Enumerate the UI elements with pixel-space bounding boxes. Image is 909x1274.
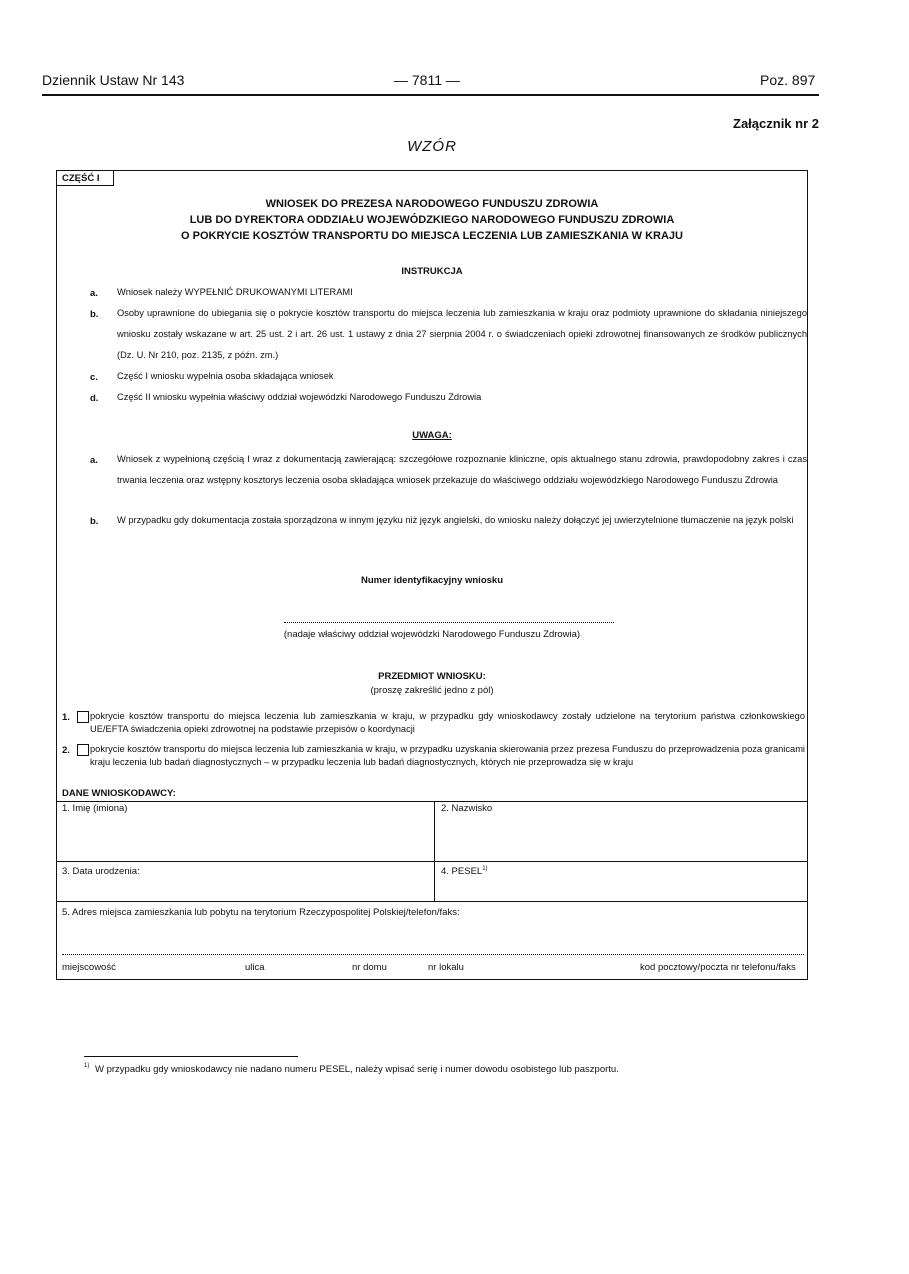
option-2-checkbox[interactable] [77,744,89,756]
row-divider-2 [56,861,808,862]
first-name-field[interactable]: 1. Imię (imiona) [62,803,128,814]
last-name-field[interactable]: 2. Nazwisko [441,803,493,814]
birth-date-field[interactable]: 3. Data urodzenia: [62,866,140,877]
option-1-checkbox[interactable] [77,711,89,723]
id-number-caption: (nadaje właściwy oddział wojewódzki Narodowego Funduszu Zdrowia) [283,629,581,640]
pesel-label: 4. PESEL [441,866,483,878]
instructions-heading: INSTRUKCJA [401,266,463,277]
option-number-2: 2. [62,745,70,756]
applicant-heading: DANE WNIOSKODAWCY: [62,788,176,799]
footnote-text: W przypadku gdy wnioskodawcy nie nadano numeru PESEL, należy wpisać serię i numer dowodu osobistego lub paszportu. [95,1064,619,1075]
footnote-marker: 1) [84,1063,90,1069]
notice-text-a: Wniosek z wypełnioną częścią I wraz z dokumentacją zawierającą: szczegółowe rozpoznanie kliniczne, opis aktualnego stanu zdrowia, prawdopodobny zakres i czas trwania leczenia oraz wstępny kosztorys leczenia osoba składająca wniosek przekazuje do właściwego oddziału wojewódzkiego Narodowego Funduszu Zdrowia [117,454,807,485]
instruction-marker-c: c. [90,372,98,383]
journal-name: Dziennik Ustaw Nr 143 [42,72,185,88]
form-title-line-2: LUB DO DYREKTORA ODDZIAŁU WOJEWÓDZKIEGO NARODOWEGO FUNDUSZU ZDROWIA [189,214,675,226]
id-number-field[interactable] [284,622,614,623]
address-city-label: miejscowość [62,962,116,973]
instruction-text-a: Wniosek należy WYPEŁNIĆ DRUKOWANYMI LITERAMI [117,287,353,297]
instruction-marker-d: d. [90,393,99,404]
column-divider [434,801,435,901]
option-number-1: 1. [62,712,70,723]
template-label: WZÓR [407,138,457,155]
address-postal-label: kod pocztowy/poczta nr telefonu/faks [640,962,796,973]
instruction-text-c: Część I wniosku wypełnia osoba składająca wniosek [117,371,334,381]
annex-label: Załącznik nr 2 [733,116,819,131]
footnote-rule [84,1056,298,1057]
notice-marker-a: a. [90,455,98,466]
page-number: — 7811 — [394,72,460,88]
instruction-marker-b: b. [90,309,99,320]
position-number: Poz. 897 [760,72,816,88]
pesel-field[interactable] [441,866,488,877]
form-title-line-3: O POKRYCIE KOSZTÓW TRANSPORTU DO MIEJSCA LECZENIA LUB ZAMIESZKANIA W KRAJU [181,230,683,242]
subject-subheading: (proszę zakreślić jedno z pól) [370,685,494,696]
address-apartment-label: nr lokalu [428,962,464,973]
instruction-text-b: Osoby uprawnione do ubiegania się o pokrycie kosztów transportu do miejsca leczenia lub zamieszkania w kraju oraz podmioty uprawnione do składania niniejszego wniosku zostały wskazane w art. 25 ust. 2 i art. 26 ust. 1 ustawy z dnia 27 sierpnia 2004 r. o świadczeniach opieki zdrowotnej finansowanych ze środków publicznych (Dz. U. Nr 210, poz. 2135, z późn. zm.) [117,308,807,360]
row-divider-1 [56,801,808,802]
notice-heading: UWAGA: [412,430,452,441]
address-street-label: ulica [245,962,265,973]
address-field[interactable]: 5. Adres miejsca zamieszkania lub pobytu na terytorium Rzeczypospolitej Polskiej/telefon/faks: [62,907,460,918]
pesel-footnote-ref: 1) [482,866,488,872]
address-house-label: nr domu [352,962,387,973]
form-title-line-1: WNIOSEK DO PREZESA NARODOWEGO FUNDUSZU ZDROWIA [265,198,599,210]
option-text-2: pokrycie kosztów transportu do miejsca leczenia lub zamieszkania w kraju, w przypadku uzyskania skierowania przez prezesa Funduszu do przeprowadzenia poza granicami kraju leczenia lub badań diagnostycznych – w przypadku leczenia lub badań diagnostycznych, których nie przeprowadza się w kraju [90,744,805,767]
instruction-text-d: Część II wniosku wypełnia właściwy oddział wojewódzki Narodowego Funduszu Zdrowia [117,392,482,402]
header-rule [42,94,819,96]
row-divider-3 [56,901,808,902]
part-label: CZĘŚĆ I [62,173,100,184]
option-text-1: pokrycie kosztów transportu do miejsca leczenia lub zamieszkania w kraju, w przypadku gdy wnioskodawcy zostały udzielone na terytorium państwa członkowskiego UE/EFTA świadczenia opieki zdrowotnej na podstawie przepisów o koordynacji [90,711,805,734]
notice-text-b: W przypadku gdy dokumentacja została sporządzona w innym języku niż język angielski, do wniosku należy dołączyć jej uwierzytelnione tłumaczenie na język polski [117,515,794,525]
notice-marker-b: b. [90,516,99,527]
id-number-heading: Numer identyfikacyjny wniosku [360,575,503,586]
instruction-marker-a: a. [90,288,98,299]
subject-heading: PRZEDMIOT WNIOSKU: [378,671,486,682]
address-dotted-line[interactable] [62,954,804,955]
